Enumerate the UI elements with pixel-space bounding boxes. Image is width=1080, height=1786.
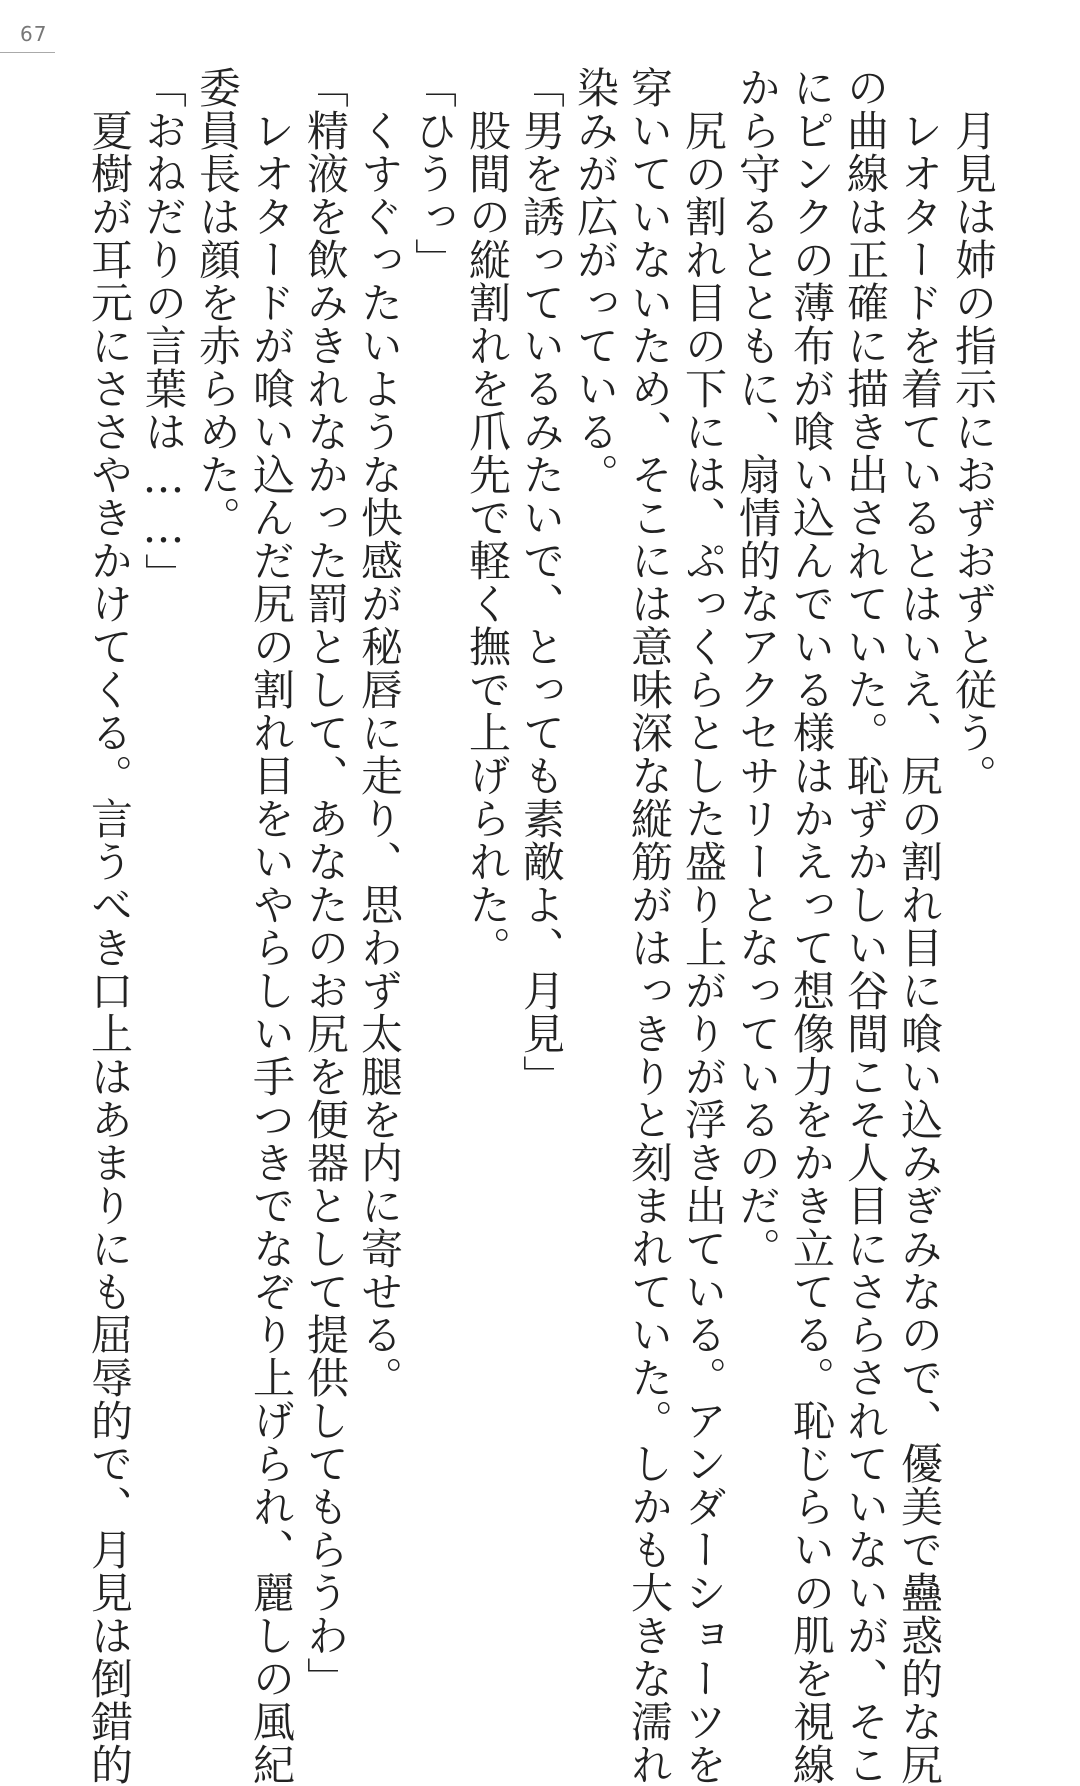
text-line: 穿いていないため、そこには意味深な縦筋がはっきりと刻まれていた。しかも大きな濡れ [625,66,674,1786]
text-line: の曲線は正確に描き出されていた。恥ずかしい谷間こそ人目にさらされていないが、そこ [841,66,890,1786]
text-line: 染みが広がっている。 [571,66,620,496]
text-line: くすぐったいような快感が秘唇に走り、思わず太腿を内に寄せる。 [355,66,404,1399]
text-line: 「精液を飲みきれなかった罰として、あなたのお尻を便器として提供してもらうわ」 [301,66,350,1700]
text-line: 月見は姉の指示におずおずと従う。 [949,66,998,797]
text-line: にピンクの薄布が喰い込んでいる様はかえって想像力をかき立てる。恥じらいの肌を視線 [787,66,836,1786]
text-line: 夏樹が耳元にささやきかけてくる。言うべき口上はあまりにも屈辱的で、月見は倒錯的 [85,66,134,1786]
text-line: から守るとともに、扇情的なアクセサリーとなっているのだ。 [733,66,782,1270]
text-line: 「ひうっ」 [409,66,458,281]
text-line: 「おねだりの言葉は……」 [139,66,188,596]
body-text [82,66,1000,1786]
text-line: レオタードが喰い込んだ尻の割れ目をいやらしい手つきでなぞり上げられ、麗しの風紀 [247,66,296,1786]
text-line: レオタードを着ているとはいえ、尻の割れ目に喰い込みぎみなので、優美で蠱惑的な尻 [895,66,944,1786]
text-line: 委員長は顔を赤らめた。 [193,66,242,539]
page-number-rule [0,52,55,53]
text-line: 「男を誘っているみたいで、とっても素敵よ、月見」 [517,66,566,1098]
text-line: 尻の割れ目の下には、ぷっくらとした盛り上がりが浮き出ている。アンダーショーツを [679,66,728,1786]
text-line: 股間の縦割れを爪先で軽く撫で上げられた。 [463,66,512,969]
page-number: 67 [20,22,48,46]
